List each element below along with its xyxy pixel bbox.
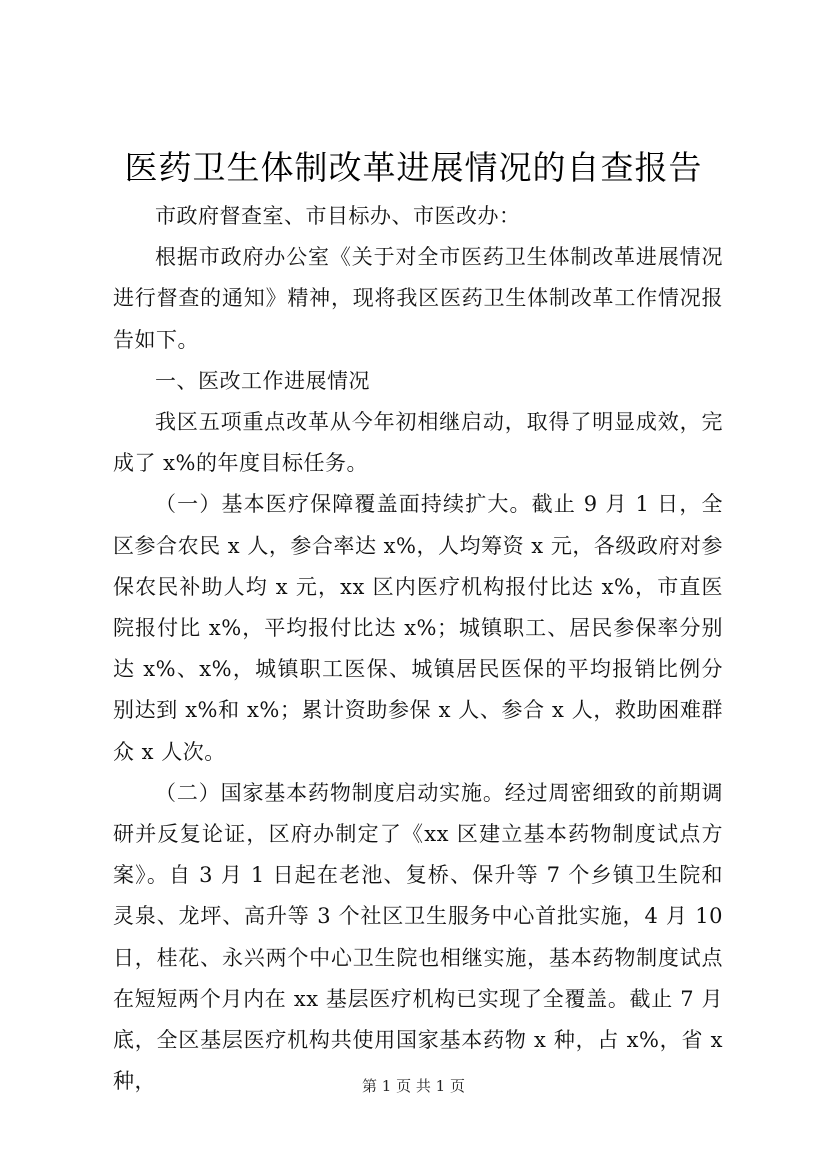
drug-system-paragraph: （二）国家基本药物制度启动实施。经过周密细致的前期调研并反复论证，区府办制定了《xx 区建立基本药物制度试点方案》。自 3 月 1 日起在老池、复桥、保升等 7 个乡镇卫生院和灵泉、龙坪、高升等 3 个社区卫生服务中心首批实施，4 月 10 日，桂花、永兴两个中心卫生院也相继实施，基本药物制度试点在短短两个月内在 xx 基层医疗机构已实现了全覆盖。截止 7 月底，全区基层医疗机构共使用国家基本药物 x 种，占 x%，省 x 种， [113, 780, 723, 1094]
summary-paragraph: 我区五项重点改革从今年初相继启动，取得了明显成效，完成了 x%的年度目标任务。 [113, 410, 723, 476]
document-title: 医药卫生体制改革进展情况的自查报告 [124, 148, 703, 187]
intro-paragraph: 根据市政府办公室《关于对全市医药卫生体制改革进展情况进行督查的通知》精神，现将我区医药卫生体制改革工作情况报告如下。 [113, 245, 723, 352]
insurance-paragraph: （一）基本医疗保障覆盖面持续扩大。截止 9 月 1 日，全区参合农民 x 人，参合率达 x%，人均筹资 x 元，各级政府对参保农民补助人均 x 元，xx 区内医疗机构报付比达 x%，市直医院报付比 x%，平均报付比达 x%；城镇职工、居民参保率分别达 x%、x%，城镇职工医保、城镇居民医保的平均报销比例分别达到 x%和 x%；累计资助参保 x 人、参合 x 人，救助困难群众 x 人次。 [113, 492, 723, 764]
document-body [113, 196, 723, 1102]
page-footer: 第 1 页 共 1 页 [362, 1077, 465, 1095]
salutation-paragraph: 市政府督查室、市目标办、市医改办： [155, 204, 521, 228]
section-heading: 一、医改工作进展情况 [155, 368, 370, 393]
